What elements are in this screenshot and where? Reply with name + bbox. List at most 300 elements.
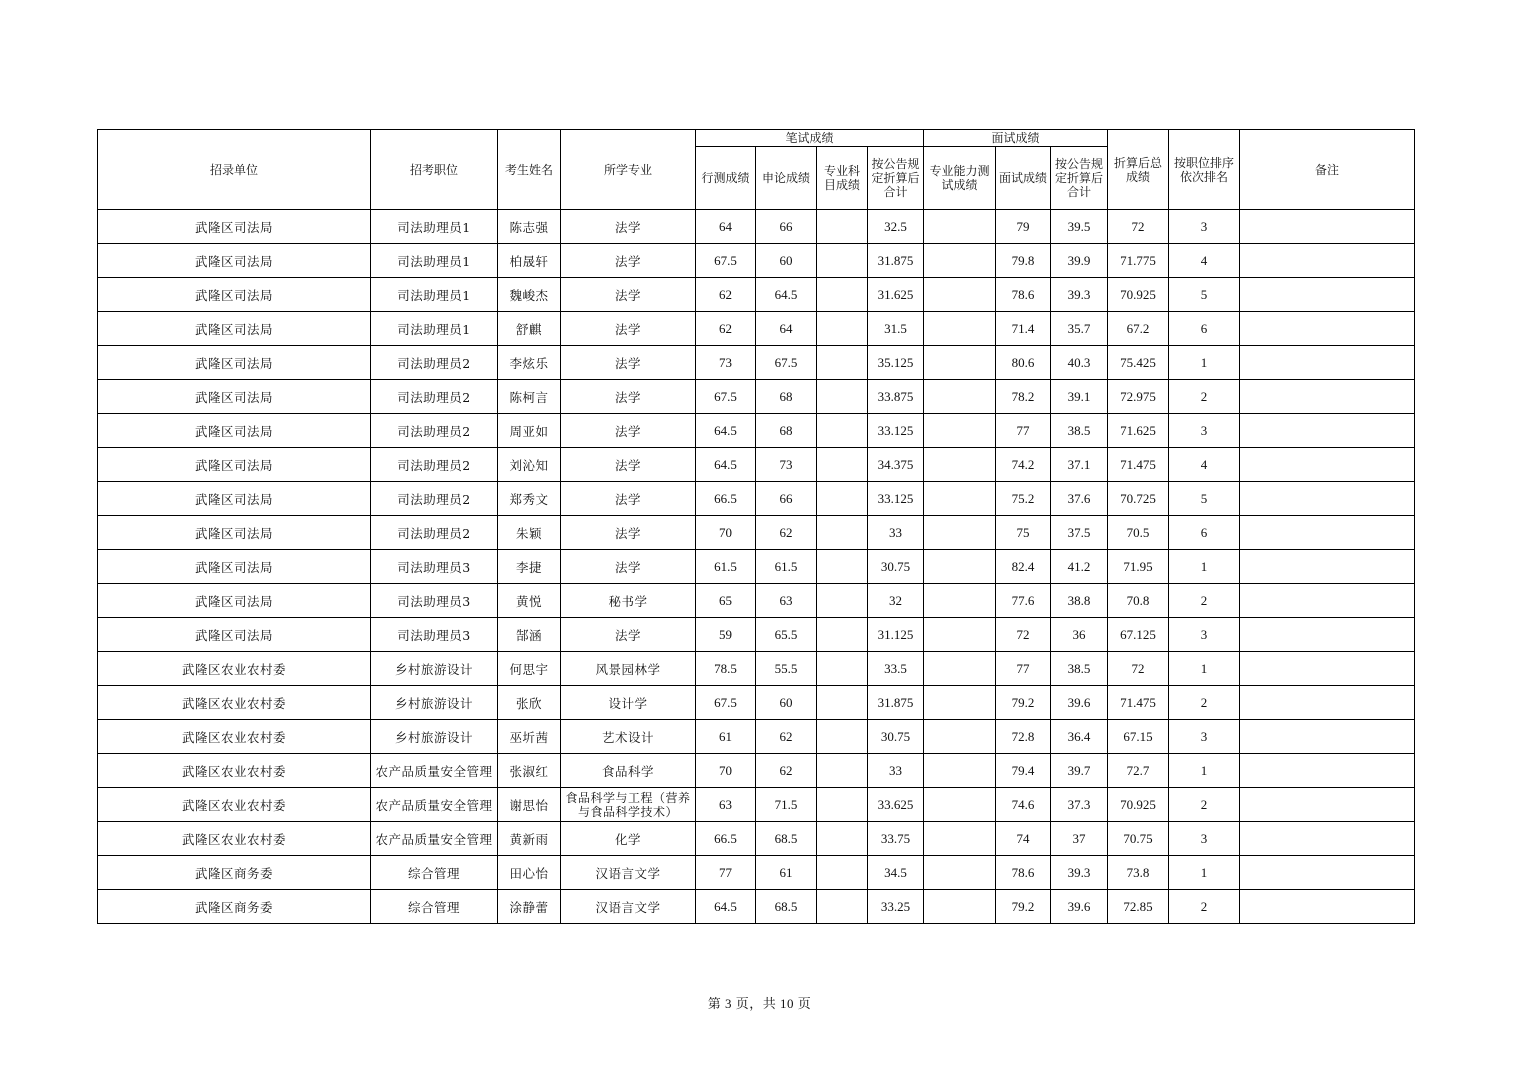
- cell-remarks: [1240, 890, 1415, 924]
- cell-name: 张淑红: [498, 754, 561, 788]
- cell-ability-test: [924, 890, 996, 924]
- cell-interview: 77: [996, 652, 1051, 686]
- cell-remarks: [1240, 720, 1415, 754]
- cell-interview-converted: 35.7: [1051, 312, 1108, 346]
- cell-shenlun: 64: [756, 312, 817, 346]
- cell-xingce: 62: [696, 278, 756, 312]
- table-row: [98, 380, 1415, 414]
- cell-total: 71.475: [1108, 686, 1169, 720]
- cell-interview: 79.2: [996, 890, 1051, 924]
- cell-rank: 4: [1169, 448, 1240, 482]
- cell-written-converted: 33.5: [868, 652, 924, 686]
- cell-written-converted: 33.125: [868, 482, 924, 516]
- cell-rank: 2: [1169, 584, 1240, 618]
- cell-interview: 78.2: [996, 380, 1051, 414]
- cell-ability-test: [924, 346, 996, 380]
- cell-professional: [817, 890, 868, 924]
- col-header-professional: 专业科目成绩: [817, 147, 868, 210]
- cell-professional: [817, 414, 868, 448]
- cell-ability-test: [924, 448, 996, 482]
- cell-total: 70.8: [1108, 584, 1169, 618]
- cell-major: 艺术设计: [561, 720, 696, 754]
- cell-major: 法学: [561, 278, 696, 312]
- cell-total: 70.5: [1108, 516, 1169, 550]
- cell-rank: 1: [1169, 754, 1240, 788]
- cell-shenlun: 62: [756, 516, 817, 550]
- cell-major: 法学: [561, 448, 696, 482]
- cell-position: 司法助理员3: [371, 584, 498, 618]
- score-table-body: [98, 210, 1415, 924]
- cell-name: 黄新雨: [498, 822, 561, 856]
- cell-interview: 78.6: [996, 856, 1051, 890]
- cell-remarks: [1240, 346, 1415, 380]
- cell-shenlun: 71.5: [756, 788, 817, 822]
- cell-remarks: [1240, 278, 1415, 312]
- cell-total: 67.15: [1108, 720, 1169, 754]
- col-header-name: 考生姓名: [498, 130, 561, 210]
- cell-remarks: [1240, 210, 1415, 244]
- cell-major: 法学: [561, 210, 696, 244]
- table-row: [98, 346, 1415, 380]
- cell-interview: 80.6: [996, 346, 1051, 380]
- cell-interview: 79.8: [996, 244, 1051, 278]
- table-row: [98, 584, 1415, 618]
- cell-position: 司法助理员2: [371, 380, 498, 414]
- cell-ability-test: [924, 584, 996, 618]
- cell-total: 70.75: [1108, 822, 1169, 856]
- cell-total: 71.475: [1108, 448, 1169, 482]
- cell-unit: 武隆区农业农村委: [98, 652, 371, 686]
- cell-ability-test: [924, 278, 996, 312]
- cell-written-converted: 33: [868, 754, 924, 788]
- cell-unit: 武隆区商务委: [98, 856, 371, 890]
- col-header-remarks: 备注: [1240, 130, 1415, 210]
- cell-xingce: 78.5: [696, 652, 756, 686]
- cell-interview: 72: [996, 618, 1051, 652]
- cell-professional: [817, 516, 868, 550]
- cell-rank: 3: [1169, 210, 1240, 244]
- cell-unit: 武隆区农业农村委: [98, 822, 371, 856]
- cell-interview: 77: [996, 414, 1051, 448]
- cell-position: 司法助理员2: [371, 448, 498, 482]
- table-row: [98, 856, 1415, 890]
- cell-major: 法学: [561, 414, 696, 448]
- cell-remarks: [1240, 380, 1415, 414]
- table-row: [98, 550, 1415, 584]
- cell-professional: [817, 720, 868, 754]
- cell-position: 综合管理: [371, 890, 498, 924]
- cell-written-converted: 33: [868, 516, 924, 550]
- cell-remarks: [1240, 550, 1415, 584]
- cell-professional: [817, 788, 868, 822]
- cell-interview-converted: 39.9: [1051, 244, 1108, 278]
- cell-total: 72.85: [1108, 890, 1169, 924]
- cell-rank: 2: [1169, 380, 1240, 414]
- cell-written-converted: 30.75: [868, 720, 924, 754]
- cell-xingce: 73: [696, 346, 756, 380]
- cell-xingce: 70: [696, 754, 756, 788]
- cell-shenlun: 61: [756, 856, 817, 890]
- cell-rank: 1: [1169, 856, 1240, 890]
- cell-shenlun: 62: [756, 754, 817, 788]
- cell-rank: 3: [1169, 822, 1240, 856]
- cell-written-converted: 31.125: [868, 618, 924, 652]
- cell-unit: 武隆区司法局: [98, 380, 371, 414]
- cell-name: 田心怡: [498, 856, 561, 890]
- cell-major: 汉语言文学: [561, 856, 696, 890]
- table-row: [98, 686, 1415, 720]
- cell-written-converted: 34.375: [868, 448, 924, 482]
- table-row: [98, 482, 1415, 516]
- cell-position: 司法助理员2: [371, 516, 498, 550]
- cell-ability-test: [924, 652, 996, 686]
- cell-interview-converted: 37.6: [1051, 482, 1108, 516]
- table-row: [98, 890, 1415, 924]
- table-row: [98, 210, 1415, 244]
- cell-name: 张欣: [498, 686, 561, 720]
- cell-major: 法学: [561, 618, 696, 652]
- col-header-interview: 面试成绩: [996, 147, 1051, 210]
- cell-remarks: [1240, 448, 1415, 482]
- cell-unit: 武隆区司法局: [98, 244, 371, 278]
- cell-remarks: [1240, 482, 1415, 516]
- cell-interview: 82.4: [996, 550, 1051, 584]
- cell-interview-converted: 39.5: [1051, 210, 1108, 244]
- cell-unit: 武隆区司法局: [98, 448, 371, 482]
- cell-professional: [817, 754, 868, 788]
- cell-name: 柏晟轩: [498, 244, 561, 278]
- cell-xingce: 67.5: [696, 686, 756, 720]
- cell-total: 71.95: [1108, 550, 1169, 584]
- cell-professional: [817, 822, 868, 856]
- cell-professional: [817, 278, 868, 312]
- cell-name: 舒麒: [498, 312, 561, 346]
- cell-major: 法学: [561, 380, 696, 414]
- cell-rank: 6: [1169, 516, 1240, 550]
- cell-interview-converted: 39.6: [1051, 686, 1108, 720]
- score-sheet: [97, 129, 1414, 924]
- table-row: [98, 414, 1415, 448]
- cell-interview: 75.2: [996, 482, 1051, 516]
- cell-interview-converted: 36.4: [1051, 720, 1108, 754]
- cell-rank: 1: [1169, 550, 1240, 584]
- cell-written-converted: 33.625: [868, 788, 924, 822]
- cell-position: 司法助理员1: [371, 210, 498, 244]
- col-header-shenlun: 申论成绩: [756, 147, 817, 210]
- cell-major: 化学: [561, 822, 696, 856]
- cell-ability-test: [924, 788, 996, 822]
- cell-position: 司法助理员1: [371, 278, 498, 312]
- cell-xingce: 61.5: [696, 550, 756, 584]
- cell-position: 司法助理员2: [371, 414, 498, 448]
- cell-unit: 武隆区司法局: [98, 210, 371, 244]
- cell-unit: 武隆区司法局: [98, 618, 371, 652]
- cell-position: 司法助理员1: [371, 312, 498, 346]
- col-header-major: 所学专业: [561, 130, 696, 210]
- cell-major: 食品科学与工程（营养与食品科学技术）: [561, 788, 696, 822]
- cell-remarks: [1240, 686, 1415, 720]
- cell-interview: 71.4: [996, 312, 1051, 346]
- cell-position: 司法助理员2: [371, 346, 498, 380]
- cell-shenlun: 65.5: [756, 618, 817, 652]
- cell-interview: 74.6: [996, 788, 1051, 822]
- col-header-total: 折算后总成绩: [1108, 130, 1169, 210]
- cell-interview-converted: 37.1: [1051, 448, 1108, 482]
- cell-total: 71.775: [1108, 244, 1169, 278]
- cell-name: 涂静蕾: [498, 890, 561, 924]
- cell-ability-test: [924, 822, 996, 856]
- cell-interview-converted: 40.3: [1051, 346, 1108, 380]
- cell-professional: [817, 210, 868, 244]
- cell-name: 朱颖: [498, 516, 561, 550]
- cell-professional: [817, 380, 868, 414]
- cell-name: 巫圻茜: [498, 720, 561, 754]
- cell-total: 72.975: [1108, 380, 1169, 414]
- cell-interview-converted: 39.3: [1051, 278, 1108, 312]
- cell-major: 食品科学: [561, 754, 696, 788]
- cell-unit: 武隆区司法局: [98, 414, 371, 448]
- cell-professional: [817, 346, 868, 380]
- cell-rank: 1: [1169, 346, 1240, 380]
- cell-rank: 3: [1169, 414, 1240, 448]
- cell-remarks: [1240, 856, 1415, 890]
- cell-total: 72.7: [1108, 754, 1169, 788]
- cell-interview-converted: 39.7: [1051, 754, 1108, 788]
- cell-unit: 武隆区商务委: [98, 890, 371, 924]
- cell-remarks: [1240, 788, 1415, 822]
- cell-position: 司法助理员3: [371, 618, 498, 652]
- table-row: [98, 618, 1415, 652]
- cell-rank: 6: [1169, 312, 1240, 346]
- table-row: [98, 516, 1415, 550]
- cell-professional: [817, 686, 868, 720]
- cell-position: 司法助理员2: [371, 482, 498, 516]
- cell-rank: 2: [1169, 686, 1240, 720]
- cell-shenlun: 55.5: [756, 652, 817, 686]
- cell-professional: [817, 652, 868, 686]
- col-group-written: 笔试成绩: [696, 130, 924, 147]
- cell-rank: 2: [1169, 788, 1240, 822]
- cell-xingce: 64: [696, 210, 756, 244]
- cell-xingce: 66.5: [696, 822, 756, 856]
- cell-remarks: [1240, 652, 1415, 686]
- cell-interview: 79.2: [996, 686, 1051, 720]
- cell-written-converted: 35.125: [868, 346, 924, 380]
- cell-interview-converted: 39.6: [1051, 890, 1108, 924]
- col-header-written-converted: 按公告规定折算后合计: [868, 147, 924, 210]
- cell-ability-test: [924, 754, 996, 788]
- cell-major: 秘书学: [561, 584, 696, 618]
- cell-professional: [817, 448, 868, 482]
- cell-total: 67.2: [1108, 312, 1169, 346]
- cell-unit: 武隆区司法局: [98, 584, 371, 618]
- cell-interview-converted: 39.3: [1051, 856, 1108, 890]
- cell-interview: 72.8: [996, 720, 1051, 754]
- cell-major: 风景园林学: [561, 652, 696, 686]
- cell-shenlun: 66: [756, 482, 817, 516]
- col-header-position: 招考职位: [371, 130, 498, 210]
- cell-written-converted: 34.5: [868, 856, 924, 890]
- cell-unit: 武隆区司法局: [98, 346, 371, 380]
- cell-total: 72: [1108, 652, 1169, 686]
- cell-xingce: 64.5: [696, 890, 756, 924]
- cell-professional: [817, 550, 868, 584]
- cell-written-converted: 32.5: [868, 210, 924, 244]
- table-row: [98, 720, 1415, 754]
- cell-position: 乡村旅游设计: [371, 686, 498, 720]
- cell-interview-converted: 38.5: [1051, 652, 1108, 686]
- header-row-1: [98, 130, 1415, 147]
- cell-interview-converted: 37: [1051, 822, 1108, 856]
- cell-interview-converted: 39.1: [1051, 380, 1108, 414]
- cell-shenlun: 68.5: [756, 822, 817, 856]
- cell-total: 67.125: [1108, 618, 1169, 652]
- cell-shenlun: 62: [756, 720, 817, 754]
- cell-remarks: [1240, 584, 1415, 618]
- table-row: [98, 822, 1415, 856]
- cell-ability-test: [924, 686, 996, 720]
- cell-interview: 77.6: [996, 584, 1051, 618]
- cell-xingce: 62: [696, 312, 756, 346]
- table-row: [98, 278, 1415, 312]
- cell-xingce: 63: [696, 788, 756, 822]
- cell-shenlun: 67.5: [756, 346, 817, 380]
- cell-interview-converted: 38.5: [1051, 414, 1108, 448]
- cell-shenlun: 66: [756, 210, 817, 244]
- cell-written-converted: 32: [868, 584, 924, 618]
- cell-major: 法学: [561, 312, 696, 346]
- score-table: [97, 129, 1415, 924]
- cell-remarks: [1240, 312, 1415, 346]
- cell-unit: 武隆区司法局: [98, 516, 371, 550]
- cell-unit: 武隆区农业农村委: [98, 720, 371, 754]
- cell-professional: [817, 584, 868, 618]
- cell-xingce: 77: [696, 856, 756, 890]
- table-row: [98, 754, 1415, 788]
- cell-total: 70.925: [1108, 788, 1169, 822]
- cell-shenlun: 68: [756, 414, 817, 448]
- cell-xingce: 70: [696, 516, 756, 550]
- col-header-ability-test: 专业能力测试成绩: [924, 147, 996, 210]
- cell-name: 刘沁知: [498, 448, 561, 482]
- cell-name: 魏峻杰: [498, 278, 561, 312]
- cell-interview: 74.2: [996, 448, 1051, 482]
- col-header-xingce: 行测成绩: [696, 147, 756, 210]
- cell-ability-test: [924, 380, 996, 414]
- cell-unit: 武隆区农业农村委: [98, 788, 371, 822]
- cell-name: 黄悦: [498, 584, 561, 618]
- cell-position: 乡村旅游设计: [371, 652, 498, 686]
- cell-interview-converted: 41.2: [1051, 550, 1108, 584]
- cell-total: 70.925: [1108, 278, 1169, 312]
- cell-ability-test: [924, 856, 996, 890]
- cell-name: 谢思怡: [498, 788, 561, 822]
- cell-rank: 5: [1169, 482, 1240, 516]
- cell-rank: 1: [1169, 652, 1240, 686]
- cell-professional: [817, 482, 868, 516]
- cell-interview-converted: 38.8: [1051, 584, 1108, 618]
- cell-name: 何思宇: [498, 652, 561, 686]
- table-row: [98, 788, 1415, 822]
- cell-interview-converted: 37.5: [1051, 516, 1108, 550]
- cell-unit: 武隆区司法局: [98, 312, 371, 346]
- cell-remarks: [1240, 618, 1415, 652]
- cell-remarks: [1240, 414, 1415, 448]
- cell-interview: 79.4: [996, 754, 1051, 788]
- cell-ability-test: [924, 414, 996, 448]
- cell-shenlun: 60: [756, 244, 817, 278]
- cell-shenlun: 63: [756, 584, 817, 618]
- cell-xingce: 64.5: [696, 448, 756, 482]
- cell-written-converted: 33.75: [868, 822, 924, 856]
- cell-remarks: [1240, 516, 1415, 550]
- cell-professional: [817, 856, 868, 890]
- cell-ability-test: [924, 244, 996, 278]
- col-group-interview: 面试成绩: [924, 130, 1108, 147]
- col-header-unit: 招录单位: [98, 130, 371, 210]
- cell-ability-test: [924, 720, 996, 754]
- cell-interview: 78.6: [996, 278, 1051, 312]
- cell-xingce: 61: [696, 720, 756, 754]
- cell-ability-test: [924, 482, 996, 516]
- cell-written-converted: 31.5: [868, 312, 924, 346]
- cell-position: 乡村旅游设计: [371, 720, 498, 754]
- cell-professional: [817, 244, 868, 278]
- cell-name: 陈柯言: [498, 380, 561, 414]
- cell-name: 郜涵: [498, 618, 561, 652]
- cell-written-converted: 33.875: [868, 380, 924, 414]
- cell-major: 法学: [561, 482, 696, 516]
- cell-ability-test: [924, 312, 996, 346]
- cell-total: 75.425: [1108, 346, 1169, 380]
- cell-name: 陈志强: [498, 210, 561, 244]
- cell-unit: 武隆区农业农村委: [98, 754, 371, 788]
- cell-unit: 武隆区司法局: [98, 482, 371, 516]
- table-row: [98, 244, 1415, 278]
- cell-remarks: [1240, 822, 1415, 856]
- table-row: [98, 448, 1415, 482]
- cell-interview: 74: [996, 822, 1051, 856]
- cell-unit: 武隆区司法局: [98, 550, 371, 584]
- cell-professional: [817, 312, 868, 346]
- table-row: [98, 652, 1415, 686]
- cell-interview: 75: [996, 516, 1051, 550]
- cell-unit: 武隆区司法局: [98, 278, 371, 312]
- cell-major: 法学: [561, 346, 696, 380]
- cell-xingce: 66.5: [696, 482, 756, 516]
- cell-name: 李捷: [498, 550, 561, 584]
- cell-position: 农产品质量安全管理: [371, 822, 498, 856]
- cell-remarks: [1240, 754, 1415, 788]
- cell-ability-test: [924, 618, 996, 652]
- cell-unit: 武隆区农业农村委: [98, 686, 371, 720]
- cell-name: 郑秀文: [498, 482, 561, 516]
- cell-total: 72: [1108, 210, 1169, 244]
- cell-ability-test: [924, 516, 996, 550]
- cell-interview: 79: [996, 210, 1051, 244]
- cell-rank: 3: [1169, 618, 1240, 652]
- cell-major: 汉语言文学: [561, 890, 696, 924]
- cell-written-converted: 33.125: [868, 414, 924, 448]
- cell-total: 70.725: [1108, 482, 1169, 516]
- cell-position: 司法助理员1: [371, 244, 498, 278]
- cell-ability-test: [924, 550, 996, 584]
- cell-written-converted: 30.75: [868, 550, 924, 584]
- cell-written-converted: 33.25: [868, 890, 924, 924]
- cell-name: 周亚如: [498, 414, 561, 448]
- cell-xingce: 67.5: [696, 244, 756, 278]
- cell-xingce: 64.5: [696, 414, 756, 448]
